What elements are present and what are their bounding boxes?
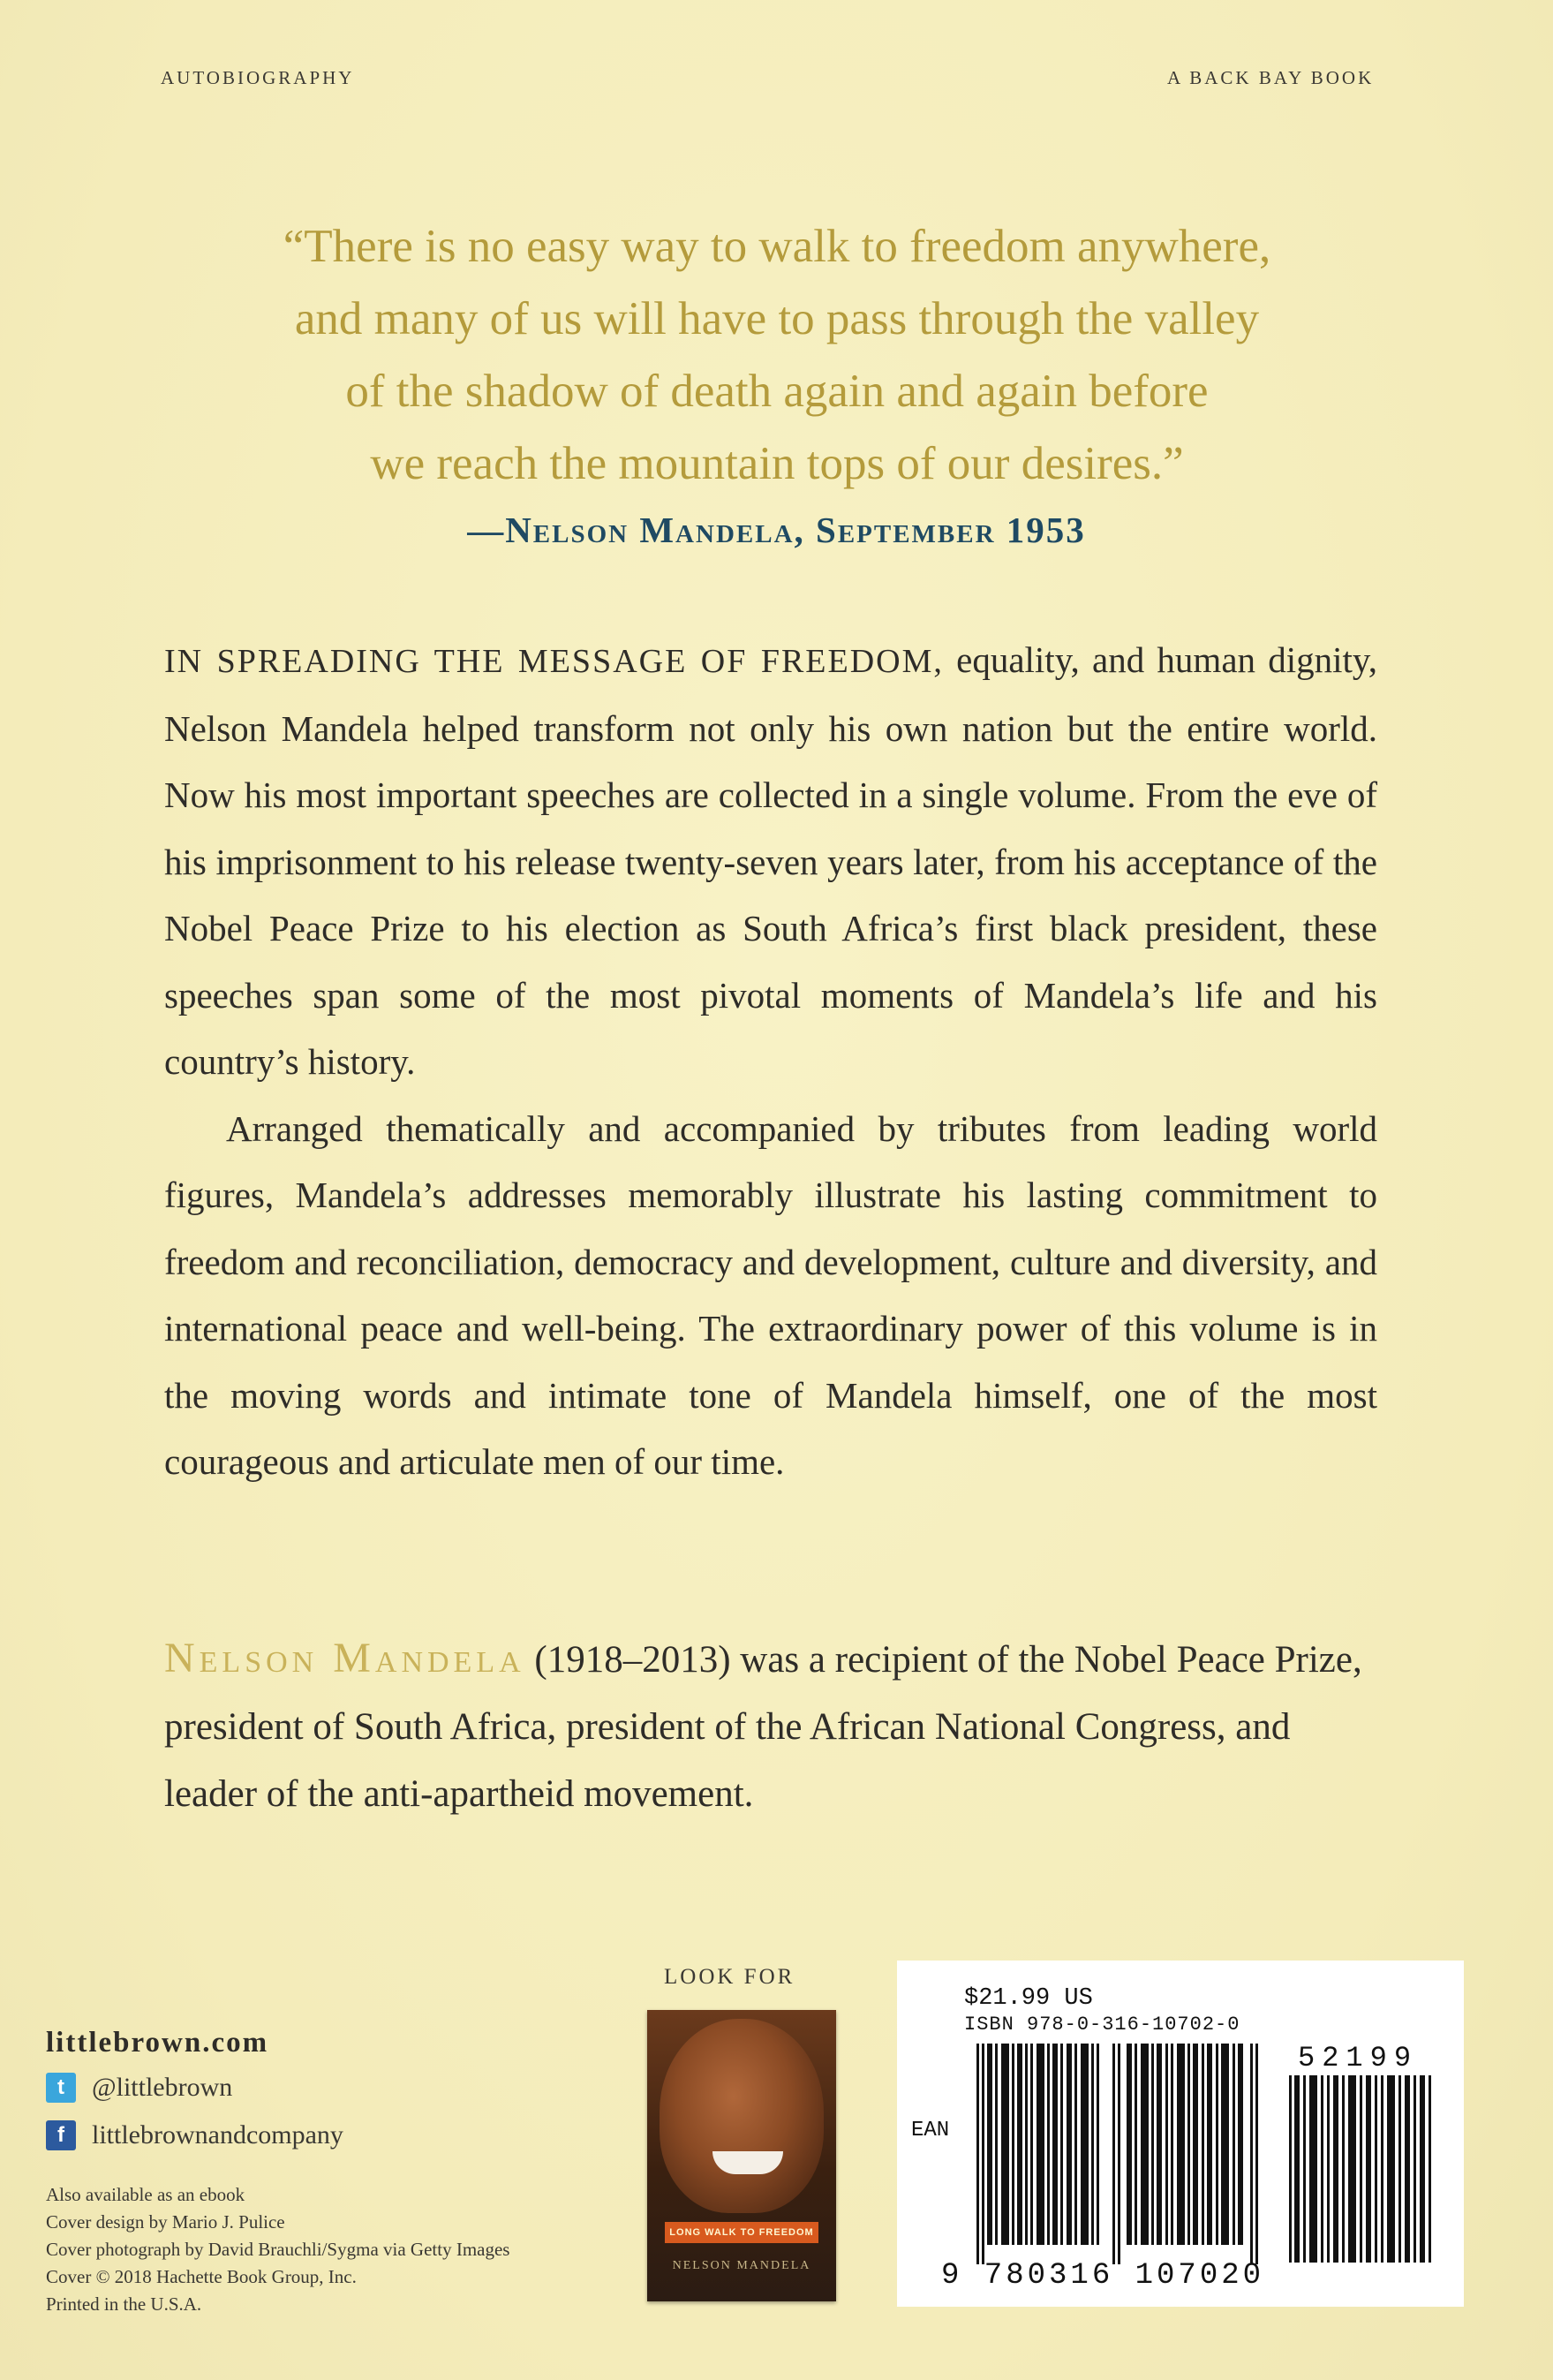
related-book-thumbnail: [647, 2010, 836, 2301]
paragraph-text: equality, and human dignity, Nelson Mandela helped transform not only his own nation but the entire world. Now his most important speeches are collected in a single volume. From the eve of his imprisonment to his release twenty-seven years later, from his acceptance of the Nobel Peace Prize to his election as South Africa’s first black president, these speeches span some of the most pivotal moments of Mandela’s life and his country’s history.: [164, 639, 1377, 1082]
price-addon-barcode: [1285, 2075, 1437, 2263]
barcode-panel: [897, 1961, 1464, 2307]
imprint-label: A BACK BAY BOOK: [1167, 67, 1375, 88]
twitter-icon: t: [46, 2073, 76, 2103]
quote-line: “There is no easy way to walk to freedom anywhere,: [283, 221, 1271, 272]
lead-in-caps: IN SPREADING THE MESSAGE OF FREEDOM,: [164, 643, 944, 680]
credit-line: Cover © 2018 Hachette Book Group, Inc.: [46, 2266, 357, 2287]
price-label: $21.99 US: [964, 1985, 1093, 2012]
addon-digits: 52199: [1298, 2042, 1419, 2074]
ean-number: 9 780316 107020: [941, 2259, 1265, 2293]
related-book-title: LONG WALK TO FREEDOM: [665, 2222, 818, 2243]
author-bio: [164, 1625, 1377, 1828]
bio-text: (1918–2013) was a recipient of the Nobel Peace Prize, president of South Africa, president of the African National Congress, and leader of the anti-apartheid movement.: [164, 1639, 1362, 1815]
description-paragraph: [164, 627, 1377, 1096]
publisher-website[interactable]: littlebrown.com: [46, 2027, 269, 2059]
ean-label: [911, 2118, 950, 2144]
book-description: [164, 627, 1377, 1496]
portrait-image: [660, 2019, 824, 2213]
credit-line: Cover photograph by David Brauchli/Sygma via Getty Images: [46, 2239, 510, 2260]
facebook-icon: f: [46, 2120, 76, 2150]
author-name: Nelson Mandela: [164, 1635, 525, 1681]
credit-line: Also available as an ebook: [46, 2184, 245, 2205]
ean-text: EAN: [911, 2119, 950, 2142]
facebook-page-row[interactable]: [46, 2116, 629, 2155]
quote-line: we reach the mountain tops of our desires.”: [370, 438, 1184, 489]
twitter-handle: @littlebrown: [92, 2073, 233, 2102]
isbn-barcode: [975, 2044, 1263, 2264]
credit-line: Printed in the U.S.A.: [46, 2293, 202, 2315]
related-book-author: NELSON MANDELA: [672, 2259, 811, 2272]
pull-quote: [132, 210, 1421, 500]
quote-attribution: —Nelson Mandela, September 1953: [467, 510, 1086, 550]
quote-line: of the shadow of death again and again before: [345, 366, 1209, 417]
look-for-label: LOOK FOR: [664, 1965, 795, 1989]
quote-line: and many of us will have to pass through the valley: [294, 293, 1260, 344]
facebook-page: littlebrownandcompany: [92, 2120, 343, 2150]
isbn-label: ISBN 978-0-316-10702-0: [964, 2014, 1240, 2036]
cover-credits: [46, 2181, 629, 2318]
twitter-handle-row[interactable]: [46, 2068, 629, 2107]
description-paragraph: Arranged thematically and accompanied by tributes from leading world figures, Mandela’s addresses memorably illustrate his lasting commitment to freedom and reconciliation, democracy and development, culture and diversity, and international peace and well-being. The extraordinary power of this volume is in the moving words and intimate tone of Mandela himself, one of the most courageous and articulate men of our time.: [164, 1107, 1377, 1482]
portrait-smile: [712, 2151, 783, 2174]
publisher-footer: [46, 2027, 629, 2318]
genre-label: AUTOBIOGRAPHY: [161, 67, 355, 88]
credit-line: Cover design by Mario J. Pulice: [46, 2211, 285, 2233]
